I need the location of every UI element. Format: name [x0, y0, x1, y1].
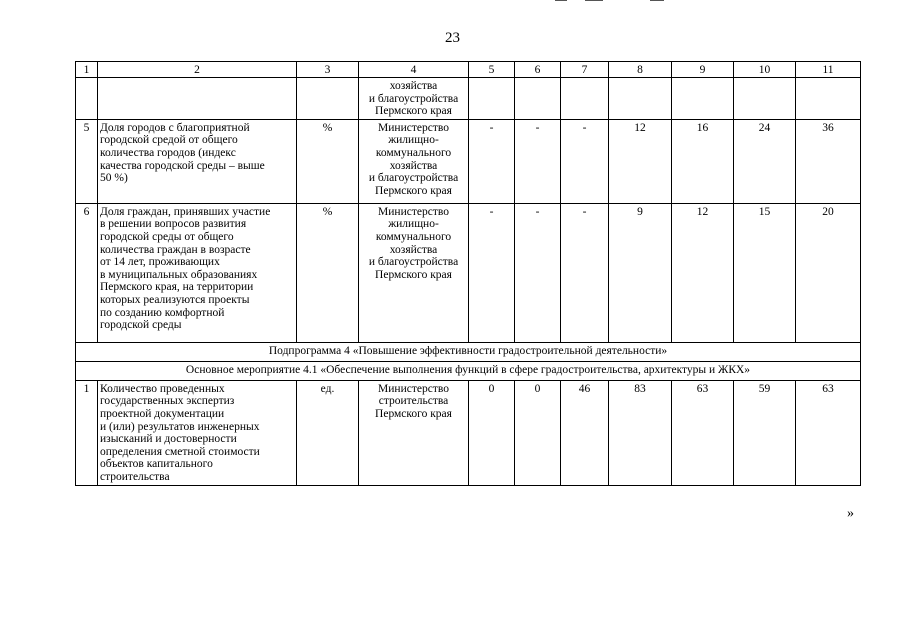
section-heading-row	[76, 361, 861, 380]
page-number: 23	[445, 30, 460, 46]
column-number: 6	[515, 62, 561, 78]
row-number-cell: 6	[76, 203, 98, 342]
row-number-cell: 1	[76, 380, 98, 485]
value-cell	[561, 78, 609, 120]
value-cell: 0	[515, 380, 561, 485]
responsible-cell: Министерство жилищно- коммунального хозяйства и благоустройства Пермского края	[359, 203, 469, 342]
column-number: 5	[469, 62, 515, 78]
column-number: 3	[297, 62, 359, 78]
indicator-name-cell	[98, 78, 297, 120]
value-cell	[796, 78, 861, 120]
value-cell: 12	[672, 203, 734, 342]
value-cell: 83	[609, 380, 672, 485]
section-heading: Основное мероприятие 4.1 «Обеспечение выполнения функций в сфере градостроительства, архитектуры и ЖКХ»	[76, 361, 861, 380]
table-row	[76, 78, 861, 120]
column-number: 11	[796, 62, 861, 78]
responsible-cell: Министерство строительства Пермского края	[359, 380, 469, 485]
table-row	[76, 203, 861, 342]
value-cell: 63	[796, 380, 861, 485]
value-cell: -	[561, 119, 609, 203]
value-cell: 9	[609, 203, 672, 342]
value-cell: 15	[734, 203, 796, 342]
section-heading-row	[76, 342, 861, 361]
table-row	[76, 119, 861, 203]
unit-cell: ед.	[297, 380, 359, 485]
value-cell	[469, 78, 515, 120]
value-cell: -	[515, 203, 561, 342]
column-number: 2	[98, 62, 297, 78]
value-cell: 0	[469, 380, 515, 485]
indicator-name-cell: Количество проведенных государственных экспертиз проектной документации и (или) результатов инженерных изысканий и достоверности определения сметной стоимости объектов капитального строительства	[98, 380, 297, 485]
column-number: 10	[734, 62, 796, 78]
scan-edge-mark	[585, 0, 603, 1]
value-cell: -	[469, 203, 515, 342]
value-cell: 63	[672, 380, 734, 485]
scan-edge-mark	[555, 0, 567, 1]
value-cell: 20	[796, 203, 861, 342]
column-numbers-row	[76, 62, 861, 78]
unit-cell	[297, 78, 359, 120]
column-number: 4	[359, 62, 469, 78]
indicators-table	[75, 61, 861, 486]
value-cell: 24	[734, 119, 796, 203]
row-number-cell	[76, 78, 98, 120]
scan-edge-mark	[650, 0, 664, 1]
column-number: 1	[76, 62, 98, 78]
value-cell	[515, 78, 561, 120]
value-cell: 46	[561, 380, 609, 485]
value-cell: 16	[672, 119, 734, 203]
value-cell: 59	[734, 380, 796, 485]
column-number: 8	[609, 62, 672, 78]
column-number: 9	[672, 62, 734, 78]
value-cell	[734, 78, 796, 120]
value-cell: -	[469, 119, 515, 203]
section-heading: Подпрограмма 4 «Повышение эффективности градостроительной деятельности»	[76, 342, 861, 361]
column-number: 7	[561, 62, 609, 78]
value-cell: 12	[609, 119, 672, 203]
table-row	[76, 380, 861, 485]
unit-cell: %	[297, 203, 359, 342]
value-cell	[672, 78, 734, 120]
value-cell	[609, 78, 672, 120]
row-number-cell: 5	[76, 119, 98, 203]
responsible-cell: Министерство жилищно- коммунального хозяйства и благоустройства Пермского края	[359, 119, 469, 203]
responsible-cell: хозяйства и благоустройства Пермского края	[359, 78, 469, 120]
value-cell: -	[515, 119, 561, 203]
unit-cell: %	[297, 119, 359, 203]
value-cell: -	[561, 203, 609, 342]
value-cell: 36	[796, 119, 861, 203]
continuation-mark: »	[847, 506, 854, 521]
indicator-name-cell: Доля граждан, принявших участие в решении вопросов развития городской среды от общего количества граждан в возрасте от 14 лет, проживающих в муниципальных образованиях Пермского края, на территории которых реализуются проекты по созданию комфортной городской среды	[98, 203, 297, 342]
indicator-name-cell: Доля городов с благоприятной городской средой от общего количества городов (индекс качества городской среды – выше 50 %)	[98, 119, 297, 203]
